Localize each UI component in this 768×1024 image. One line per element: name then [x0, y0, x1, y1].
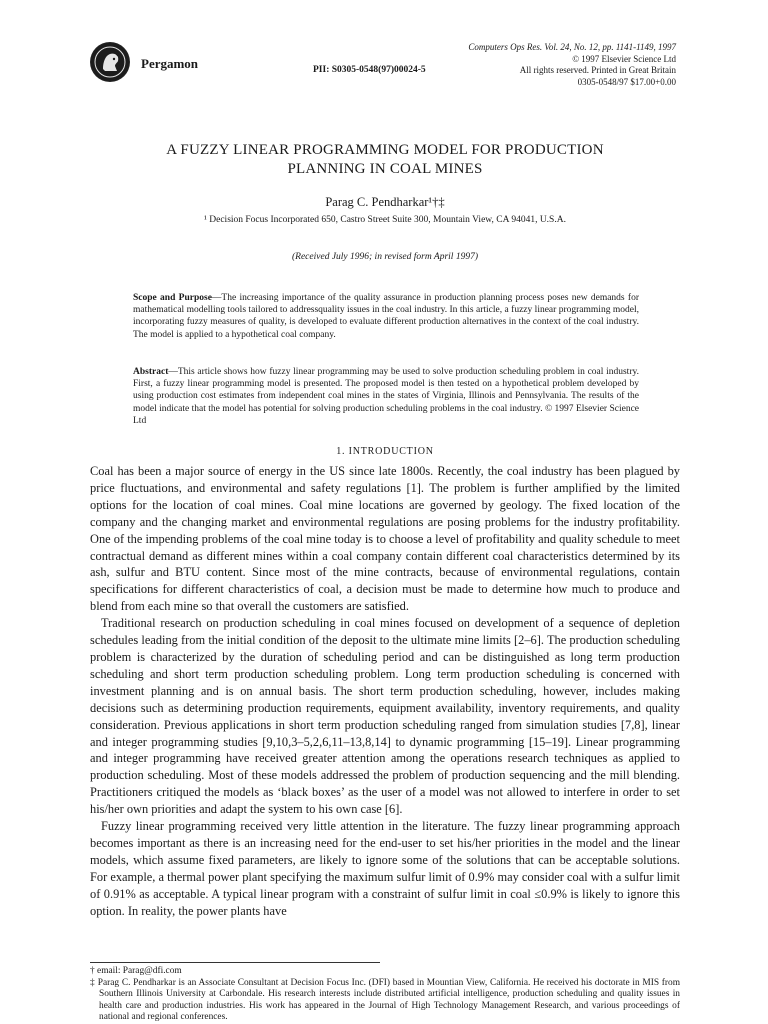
paragraph: Coal has been a major source of energy in the US since late 1800s. Recently, the coal industry has been plagued by price fluctuations, and environmental and safety regulations [1]. The problem is further amplified by the limited options for the location of coal mines. Coal mine locations are governed by geology. The fixed location of the company and the changing market and environmental regulations are posing problems for the industry profitability. One of the impending problems of the coal mine today is to choose a level of profitability and quality schedule to meet contractual demand as different mines within a coal company contain different coal characteristics determined by its ash, sulfur and BTU content. Since most of the mine contracts, because of environmental regulations, contain specifications for different characteristics of coal, a decision must be made to determine how much to produce and blend from each mine so that overall the customers are satisfied.: [90, 464, 680, 614]
abstract-text: —This article shows how fuzzy linear programming may be used to solve production scheduling problem in coal industry. First, a fuzzy linear programming model is presented. The proposed model is then tested on a hypothetical problem developed by using production cost estimates from independent coal mines in the states of Virginia, Illinois and Pennsylvania. The results of the model indicate that the model has potential for solving production scheduling problems in the coal industry. © 1997 Elsevier Science Ltd: [133, 367, 639, 426]
author-name: Parag C. Pendharkar¹†‡: [325, 195, 445, 209]
abstract: [133, 366, 639, 427]
scope-text: —The increasing importance of the quality assurance in production planning process poses new demands for mathematical modelling tools tailored to addressquality issues in the coal industry. In this article, a fuzzy linear programming model, incorporating fuzzy measures of quality, is developed to evaluate different production alternatives in the context of the coal industry. The model is applied to a hypothetical coal company.: [133, 293, 640, 340]
received-dates: (Received July 1996; in revised form April 1997): [292, 252, 478, 262]
footnotes: [90, 966, 680, 1024]
body-text: [90, 463, 680, 919]
journal-line-2: © 1997 Elsevier Science Ltd: [572, 53, 676, 64]
title-line-1: A FUZZY LINEAR PROGRAMMING MODEL FOR PRODUCTION: [166, 142, 604, 158]
author-affiliation: ¹ Decision Focus Incorporated 650, Castro Street Suite 300, Mountain View, CA 94041, U.S.A.: [204, 215, 566, 225]
abstract-label: Abstract: [133, 367, 169, 377]
title-line-2: PLANNING IN COAL MINES: [287, 161, 483, 177]
pergamon-logo-icon: [90, 42, 130, 82]
scope-and-purpose: [133, 292, 639, 341]
journal-line-3: All rights reserved. Printed in Great Britain: [519, 65, 676, 75]
journal-line-4: 0305-0548/97 $17.00+0.00: [577, 76, 676, 87]
paragraph: Traditional research on production scheduling in coal mines focused on development of a sequence of depletion schedules leading from the initial condition of the deposit to the ultimate mine limits [2–6]. The production scheduling problem is characterized by the duration of scheduling period and can be distinguished as long term production scheduling and short term production scheduling problem. Long term production scheduling is concerned with investment planning and is on annual basis. The short term production scheduling, however, includes making decisions such as determining production requirements, equipment availability, inventory requirements, and quality consideration. Previous applications in short term production scheduling ranged from simulation studies [7,8], linear and integer programming studies [9,10,3–5,2,6,11–13,8,14] to dynamic programming [15–19]. Linear programming and integer programming have received greater attention among the operations research techniques as applied to production scheduling. Most of these models addressed the problem of production sequencing and the mill blending. Practitioners critiqued the models as ‘black boxes’ as the user of a model was not allowed to interfere in order to set his/her own priorities and adapt the system to his own case [6].: [90, 616, 680, 817]
journal-citation: [468, 42, 676, 88]
publisher-name: Pergamon: [141, 56, 199, 71]
scope-label: Scope and Purpose: [133, 293, 212, 303]
footnote-bio: ‡ Parag C. Pendharkar is an Associate Consultant at Decision Focus Inc. (DFI) based in Mountian View, California. He received his doctorate in MIS from Southern Illinois University at Carbondale. His research interests include distributed artificial intelligence, production scheduling and quality issues in health care and production industries. His work has appeared in the Journal of High Technology Management Research, and various proceedings of national and regional conferences.: [90, 977, 680, 1023]
section-heading: 1. INTRODUCTION: [336, 446, 434, 457]
paragraph: Fuzzy linear programming received very little attention in the literature. The fuzzy linear programming approach becomes important as there is an increasing need for the end-user to set his/her priorities in the model and the linear models, which assume fixed parameters, are likely to ignore some of the solutions that can be acceptable solutions. For example, a thermal power plant specifying the maximum sulfur limit of 0.9% may consider coal with a sulfur limit of 0.91% as acceptable. A typical linear program with a constraint of sulfur limit in coal ≤0.9% is likely to ignore this option. In reality, the power plants have: [90, 819, 680, 918]
footnote-divider: [90, 962, 380, 963]
article-title: [90, 141, 680, 179]
footnote-email: † email: Parag@dfi.com: [90, 966, 182, 976]
pii-code: PII: S0305-0548(97)00024-5: [313, 65, 426, 75]
journal-line-1: Computers Ops Res. Vol. 24, No. 12, pp. 1141-1149, 1997: [468, 42, 676, 52]
